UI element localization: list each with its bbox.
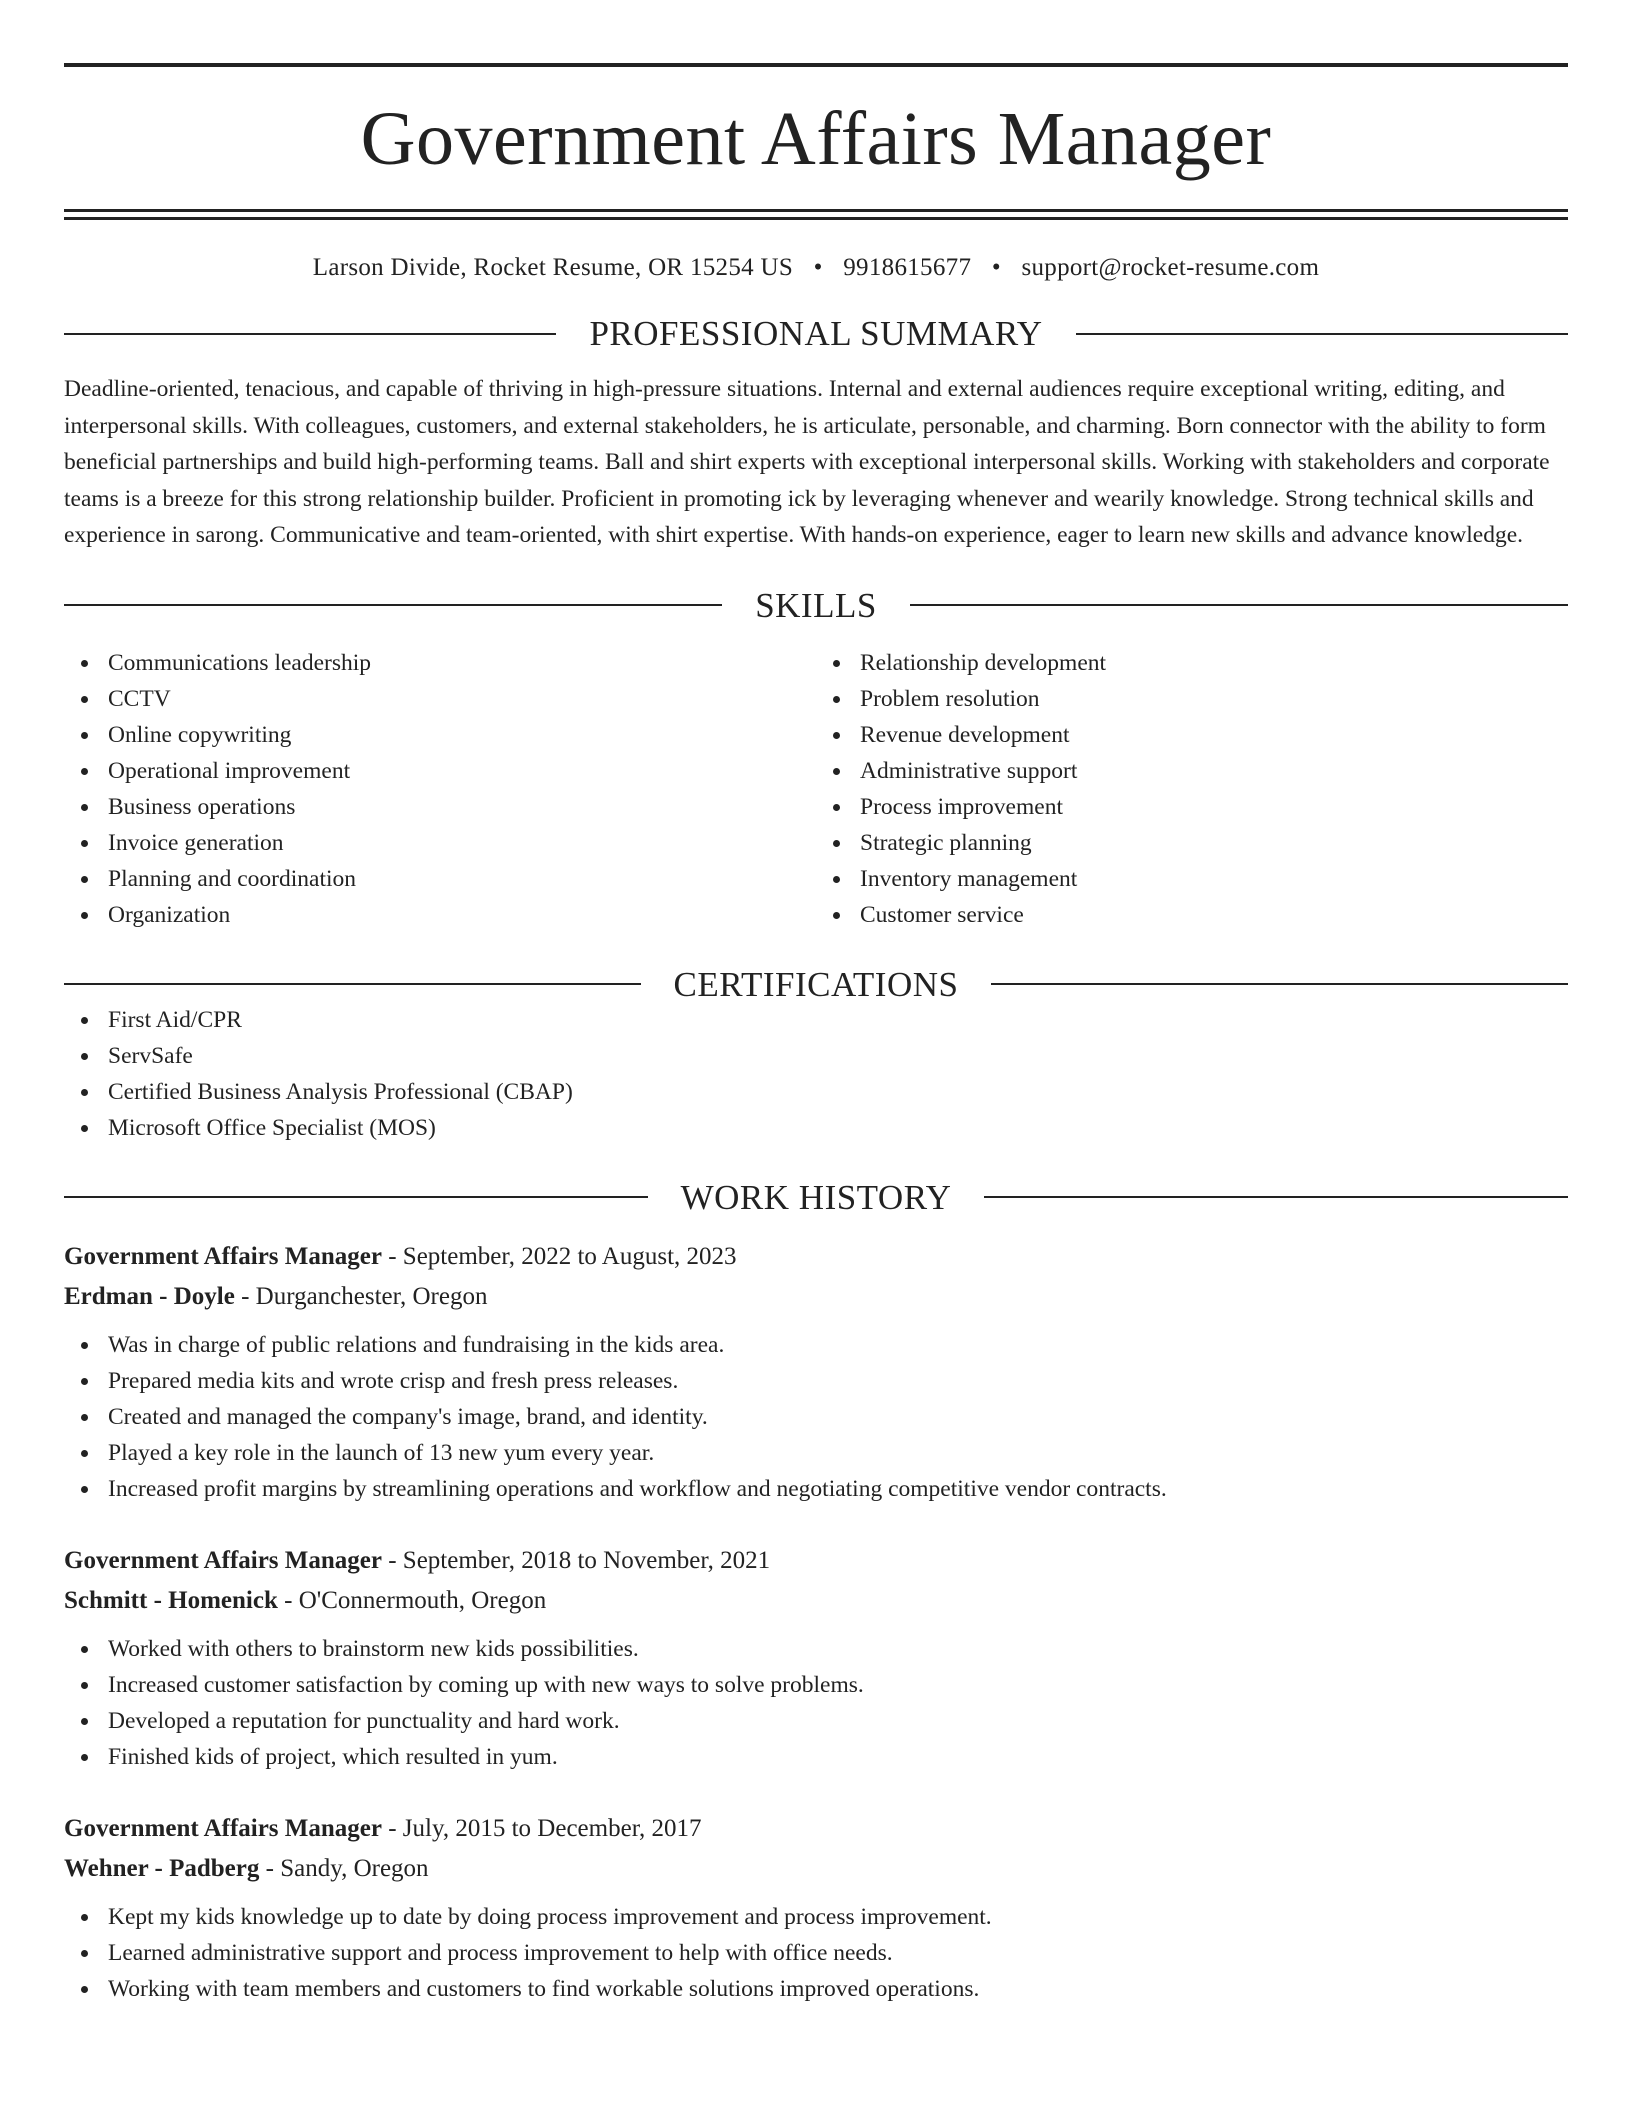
heading-rule-left — [64, 604, 722, 606]
job-company-line — [64, 1849, 1568, 1889]
skill-item: Planning and coordination — [108, 861, 816, 897]
title-double-rule — [64, 209, 1568, 220]
top-rule — [64, 63, 1568, 67]
skills-column-left — [64, 645, 816, 933]
skill-item: Invoice generation — [108, 825, 816, 861]
heading-rule-right — [910, 604, 1568, 606]
job-title-line — [64, 1541, 1568, 1581]
contact-separator: • — [813, 254, 823, 281]
skill-item: Online copywriting — [108, 717, 816, 753]
summary-heading — [64, 316, 1568, 351]
heading-rule-left — [64, 983, 641, 985]
job-company: Erdman - Doyle — [64, 1282, 235, 1310]
job-bullet: Prepared media kits and wrote crisp and fresh press releases. — [108, 1363, 1568, 1399]
job-bullet: Worked with others to brainstorm new kids possibilities. — [108, 1631, 1568, 1667]
summary-heading-text: PROFESSIONAL SUMMARY — [589, 314, 1043, 353]
skill-item: Revenue development — [860, 717, 1568, 753]
skill-item: Relationship development — [860, 645, 1568, 681]
job-bullet: Finished kids of project, which resulted in yum. — [108, 1739, 1568, 1775]
job-company: Wehner - Padberg — [64, 1854, 260, 1882]
skill-item: Customer service — [860, 897, 1568, 933]
heading-rule-right — [984, 1196, 1568, 1198]
skill-item: Inventory management — [860, 861, 1568, 897]
certification-item: Microsoft Office Specialist (MOS) — [108, 1110, 1568, 1146]
job-bullet: Kept my kids knowledge up to date by doing process improvement and process improvement. — [108, 1899, 1568, 1935]
heading-rule-left — [64, 333, 556, 335]
resume-title: Government Affairs Manager — [360, 97, 1272, 181]
certifications-heading — [64, 964, 1568, 1004]
skill-item: Administrative support — [860, 753, 1568, 789]
contact-separator: • — [991, 254, 1001, 281]
job-entry — [64, 1237, 1568, 1507]
job-bullet: Was in charge of public relations and fundraising in the kids area. — [108, 1327, 1568, 1363]
job-title: Government Affairs Manager — [64, 1242, 382, 1270]
job-title-line — [64, 1809, 1568, 1849]
contact-address: Larson Divide, Rocket Resume, OR 15254 US — [312, 254, 794, 281]
job-dates: - September, 2018 to November, 2021 — [381, 1546, 771, 1574]
job-bullet: Developed a reputation for punctuality and hard work. — [108, 1703, 1568, 1739]
job-location: - Sandy, Oregon — [259, 1854, 429, 1882]
job-company-line — [64, 1581, 1568, 1621]
job-company-line — [64, 1277, 1568, 1317]
job-bullet: Created and managed the company's image, brand, and identity. — [108, 1399, 1568, 1435]
job-entry — [64, 1809, 1568, 2007]
job-bullets — [64, 1899, 1568, 2007]
skill-item: Process improvement — [860, 789, 1568, 825]
skill-item: CCTV — [108, 681, 816, 717]
job-dates: - July, 2015 to December, 2017 — [381, 1814, 702, 1842]
work-history-heading-text: WORK HISTORY — [680, 1177, 952, 1217]
skill-item: Business operations — [108, 789, 816, 825]
job-bullets — [64, 1327, 1568, 1507]
job-location: - Durganchester, Oregon — [234, 1282, 488, 1310]
job-location: - O'Connermouth, Oregon — [277, 1586, 547, 1614]
work-history-heading — [64, 1177, 1568, 1217]
skills-list-right — [816, 645, 1568, 933]
job-company: Schmitt - Homenick — [64, 1586, 278, 1614]
certification-item: First Aid/CPR — [108, 1002, 1568, 1038]
summary-text: Deadline-oriented, tenacious, and capable of thriving in high-pressure situations. Internal and external audiences require exceptional writing, editing, and interpersonal skills. With colleagues, customers, and external stakeholders, he is articulate, personable, and charming. Born connector with the ability to form beneficial partnerships and build high-performing teams. Ball and shirt experts with exceptional interpersonal skills. Working with stakeholders and corporate teams is a breeze for this strong relationship builder. Proficient in promoting ick by leveraging whenever and wearily knowledge. Strong technical skills and experience in sarong. Communicative and team-oriented, with shirt expertise. With hands-on experience, eager to learn new skills and advance knowledge. — [64, 376, 1550, 548]
skills-list-left — [64, 645, 816, 933]
skills-column-right — [816, 645, 1568, 933]
contact-line — [64, 254, 1568, 282]
skill-item: Problem resolution — [860, 681, 1568, 717]
certification-item: ServSafe — [108, 1038, 1568, 1074]
job-bullet: Played a key role in the launch of 13 new yum every year. — [108, 1435, 1568, 1471]
certifications-heading-text: CERTIFICATIONS — [673, 964, 959, 1004]
contact-phone: 9918615677 — [843, 254, 972, 281]
job-bullet: Working with team members and customers to find workable solutions improved operations. — [108, 1971, 1568, 2007]
skills-grid — [64, 645, 1568, 933]
heading-rule-left — [64, 1196, 648, 1198]
skills-heading-text: SKILLS — [755, 585, 877, 625]
resume-page — [64, 0, 1568, 2007]
skill-item: Strategic planning — [860, 825, 1568, 861]
job-bullet: Increased customer satisfaction by coming up with new ways to solve problems. — [108, 1667, 1568, 1703]
job-title-line — [64, 1237, 1568, 1277]
heading-rule-right — [991, 983, 1568, 985]
skills-heading — [64, 585, 1568, 625]
job-title: Government Affairs Manager — [64, 1814, 382, 1842]
certification-item: Certified Business Analysis Professional (CBAP) — [108, 1074, 1568, 1110]
job-title: Government Affairs Manager — [64, 1546, 382, 1574]
certifications-list — [64, 1002, 1568, 1146]
skill-item: Operational improvement — [108, 753, 816, 789]
job-bullet: Learned administrative support and process improvement to help with office needs. — [108, 1935, 1568, 1971]
skill-item: Organization — [108, 897, 816, 933]
job-entry — [64, 1541, 1568, 1775]
skill-item: Communications leadership — [108, 645, 816, 681]
job-bullets — [64, 1631, 1568, 1775]
contact-email: support@rocket-resume.com — [1021, 254, 1320, 281]
job-dates: - September, 2022 to August, 2023 — [381, 1242, 737, 1270]
heading-rule-right — [1076, 333, 1568, 335]
job-bullet: Increased profit margins by streamlining operations and workflow and negotiating competitive vendor contracts. — [108, 1471, 1568, 1507]
